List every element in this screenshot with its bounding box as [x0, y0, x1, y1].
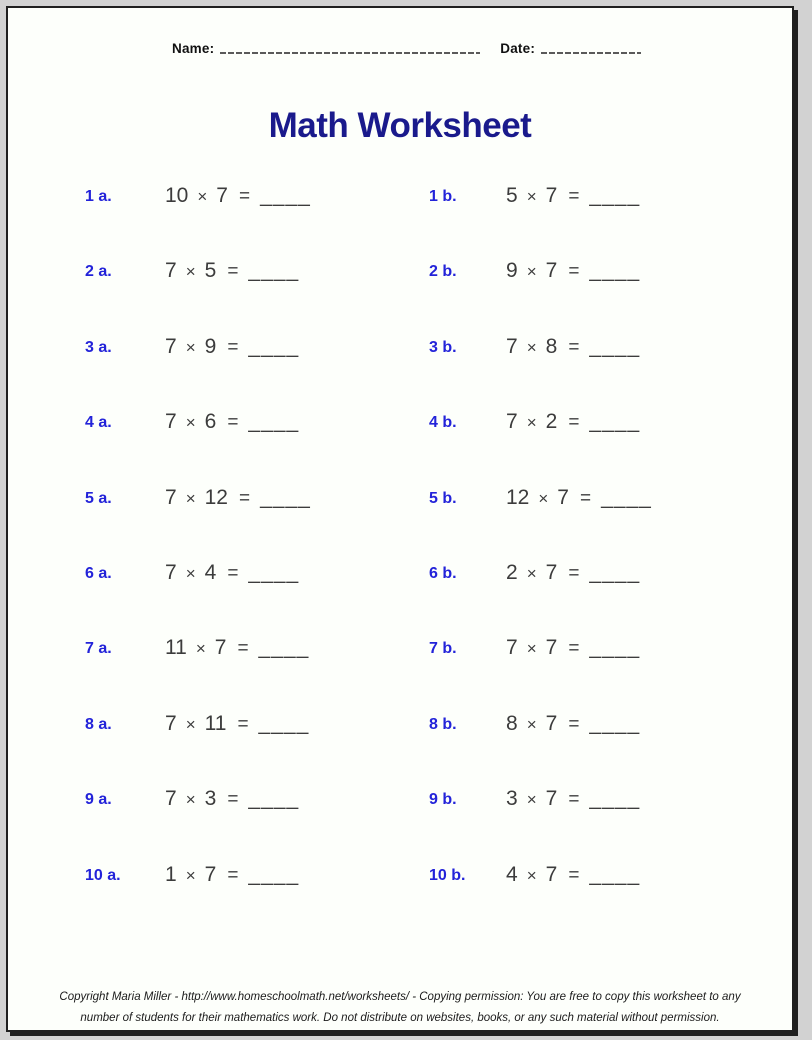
- factor-left: 12: [506, 485, 530, 509]
- name-label: Name:: [172, 41, 215, 56]
- problem-number-label: 4 a.: [85, 414, 112, 432]
- problem-number-label: 5 a.: [85, 489, 112, 507]
- problem-number-label: 7 a.: [85, 640, 112, 658]
- factor-left: 7: [506, 410, 518, 434]
- answer-blank: ____: [260, 485, 311, 509]
- problem-row: [8, 410, 792, 485]
- factor-left: 11: [165, 636, 187, 660]
- problem-number-label: 7 b.: [429, 640, 457, 658]
- multiply-icon: ×: [526, 413, 537, 433]
- multiply-icon: ×: [526, 187, 537, 206]
- problem-number-label: 3 b.: [429, 338, 457, 356]
- multiply-icon: ×: [185, 262, 196, 282]
- answer-blank: ____: [258, 711, 310, 735]
- worksheet-page: [6, 6, 794, 1032]
- factor-right: 11: [204, 711, 227, 735]
- problem-row: [8, 184, 792, 259]
- problem-expression: [506, 410, 640, 434]
- answer-blank: ____: [248, 410, 300, 434]
- equals-sign: =: [227, 864, 239, 886]
- factor-right: 7: [557, 485, 569, 509]
- copyright-line-2: number of students for their mathematics work. Do not distribute on websites, books, or any such material without permission.: [80, 1012, 720, 1024]
- multiply-icon: ×: [185, 413, 196, 433]
- date-fill-line: [541, 52, 641, 54]
- equals-sign: =: [568, 412, 580, 434]
- answer-blank: ____: [589, 636, 641, 660]
- factor-left: 7: [165, 560, 177, 584]
- problem-number-label: 8 a.: [85, 715, 112, 733]
- answer-blank: ____: [589, 410, 641, 434]
- equals-sign: =: [568, 713, 580, 735]
- multiply-icon: ×: [185, 865, 196, 885]
- problem-row: [8, 863, 792, 938]
- answer-blank: ____: [589, 560, 641, 584]
- factor-left: 7: [165, 485, 177, 509]
- factor-left: 7: [506, 334, 518, 358]
- problem-expression: [165, 486, 311, 510]
- copyright-footer: [8, 987, 792, 1029]
- equals-sign: =: [227, 562, 239, 584]
- answer-blank: ____: [248, 334, 300, 358]
- problem-expression: [165, 335, 299, 359]
- equals-sign: =: [238, 186, 251, 207]
- answer-blank: ____: [589, 259, 641, 283]
- factor-left: 7: [165, 259, 177, 283]
- answer-blank: ____: [589, 787, 641, 811]
- factor-left: 10: [165, 184, 189, 207]
- problem-expression: [165, 863, 299, 887]
- factor-right: 7: [545, 862, 558, 886]
- answer-blank: ____: [589, 184, 641, 207]
- problem-row: [8, 787, 792, 862]
- factor-left: 8: [506, 711, 518, 735]
- page-title: Math Worksheet: [268, 106, 532, 145]
- answer-blank: ____: [248, 787, 300, 811]
- problem-expression: [165, 410, 299, 434]
- problem-expression: [506, 335, 640, 359]
- answer-blank: ____: [248, 560, 300, 584]
- answer-blank: ____: [601, 485, 652, 509]
- factor-left: 7: [165, 410, 177, 434]
- factor-right: 7: [545, 636, 558, 660]
- problem-expression: [506, 712, 640, 736]
- multiply-icon: ×: [185, 488, 196, 508]
- copyright-line-1: Copyright Maria Miller - http://www.homeschoolmath.net/worksheets/ - Copying permission: You are free to copy this worksheet to any: [59, 991, 741, 1003]
- multiply-icon: ×: [185, 790, 196, 810]
- equals-sign: =: [568, 789, 580, 811]
- factor-left: 7: [165, 787, 177, 811]
- problem-number-label: 9 b.: [429, 791, 457, 809]
- problem-expression: [165, 184, 311, 208]
- problem-row: [8, 636, 792, 711]
- equals-sign: =: [227, 412, 239, 434]
- problem-number-label: 6 b.: [429, 564, 457, 582]
- multiply-icon: ×: [538, 488, 549, 508]
- problem-expression: [506, 561, 640, 585]
- factor-right: 7: [545, 259, 558, 283]
- multiply-icon: ×: [185, 714, 196, 734]
- equals-sign: =: [227, 336, 239, 358]
- problem-expression: [165, 787, 299, 811]
- equals-sign: =: [237, 713, 249, 735]
- equals-sign: =: [227, 261, 239, 283]
- factor-right: 12: [204, 485, 228, 509]
- factor-right: 7: [545, 184, 558, 207]
- problem-number-label: 2 b.: [429, 263, 457, 281]
- problem-number-label: 1 b.: [429, 188, 457, 205]
- equals-sign: =: [568, 864, 580, 886]
- factor-left: 2: [506, 560, 518, 584]
- equals-sign: =: [568, 186, 580, 207]
- factor-left: 4: [506, 862, 518, 886]
- equals-sign: =: [579, 487, 592, 509]
- answer-blank: ____: [248, 259, 300, 283]
- problem-number-label: 8 b.: [429, 715, 457, 733]
- problem-number-label: 6 a.: [85, 564, 112, 582]
- problem-number-label: 10 a.: [85, 866, 121, 884]
- problem-expression: [506, 184, 640, 208]
- problem-row: [8, 486, 792, 561]
- factor-right: 7: [545, 787, 558, 811]
- multiply-icon: ×: [526, 639, 537, 659]
- multiply-icon: ×: [197, 187, 208, 206]
- equals-sign: =: [237, 638, 249, 660]
- equals-sign: =: [568, 336, 580, 358]
- problem-grid: [8, 184, 792, 938]
- factor-right: 7: [545, 711, 558, 735]
- multiply-icon: ×: [526, 563, 537, 583]
- equals-sign: =: [568, 261, 580, 283]
- problem-row: [8, 259, 792, 334]
- multiply-icon: ×: [526, 714, 537, 734]
- problem-expression: [506, 486, 652, 510]
- problem-row: [8, 335, 792, 410]
- multiply-icon: ×: [195, 639, 206, 659]
- answer-blank: ____: [589, 862, 641, 886]
- factor-right: 3: [204, 787, 217, 811]
- factor-right: 7: [545, 560, 558, 584]
- problem-row: [8, 712, 792, 787]
- problem-number-label: 4 b.: [429, 414, 457, 432]
- factor-right: 7: [216, 184, 228, 207]
- problem-number-label: 1 a.: [85, 188, 112, 205]
- name-date-header: [172, 36, 641, 56]
- answer-blank: ____: [589, 334, 641, 358]
- factor-left: 7: [165, 711, 177, 735]
- multiply-icon: ×: [526, 865, 537, 885]
- factor-right: 7: [204, 862, 217, 886]
- multiply-icon: ×: [526, 790, 537, 810]
- equals-sign: =: [238, 487, 251, 509]
- factor-right: 5: [204, 259, 217, 283]
- equals-sign: =: [568, 562, 580, 584]
- problem-number-label: 10 b.: [429, 866, 466, 884]
- problem-number-label: 3 a.: [85, 338, 112, 356]
- factor-right: 4: [204, 560, 217, 584]
- factor-left: 1: [165, 862, 177, 886]
- answer-blank: ____: [589, 711, 641, 735]
- problem-number-label: 9 a.: [85, 791, 112, 809]
- problem-expression: [506, 636, 640, 660]
- problem-expression: [165, 259, 299, 283]
- problem-expression: [165, 636, 309, 660]
- factor-left: 5: [506, 184, 518, 207]
- factor-right: 9: [204, 334, 217, 358]
- problem-expression: [165, 712, 309, 736]
- equals-sign: =: [227, 789, 239, 811]
- factor-left: 7: [506, 636, 518, 660]
- factor-left: 3: [506, 787, 518, 811]
- name-fill-line: [220, 52, 480, 54]
- equals-sign: =: [568, 638, 580, 660]
- factor-right: 7: [214, 636, 227, 660]
- problem-expression: [506, 863, 640, 887]
- answer-blank: ____: [248, 862, 300, 886]
- factor-right: 6: [204, 410, 217, 434]
- factor-left: 9: [506, 259, 518, 283]
- factor-left: 7: [165, 334, 177, 358]
- multiply-icon: ×: [526, 262, 537, 282]
- problem-number-label: 2 a.: [85, 263, 112, 281]
- date-label: Date:: [500, 41, 536, 56]
- problem-expression: [506, 259, 640, 283]
- factor-right: 8: [545, 334, 558, 358]
- answer-blank: ____: [258, 636, 310, 660]
- answer-blank: ____: [260, 184, 311, 207]
- multiply-icon: ×: [185, 563, 196, 583]
- problem-expression: [165, 561, 299, 585]
- problem-row: [8, 561, 792, 636]
- problem-expression: [506, 787, 640, 811]
- multiply-icon: ×: [185, 337, 196, 357]
- multiply-icon: ×: [526, 337, 537, 357]
- problem-number-label: 5 b.: [429, 489, 457, 507]
- factor-right: 2: [545, 410, 558, 434]
